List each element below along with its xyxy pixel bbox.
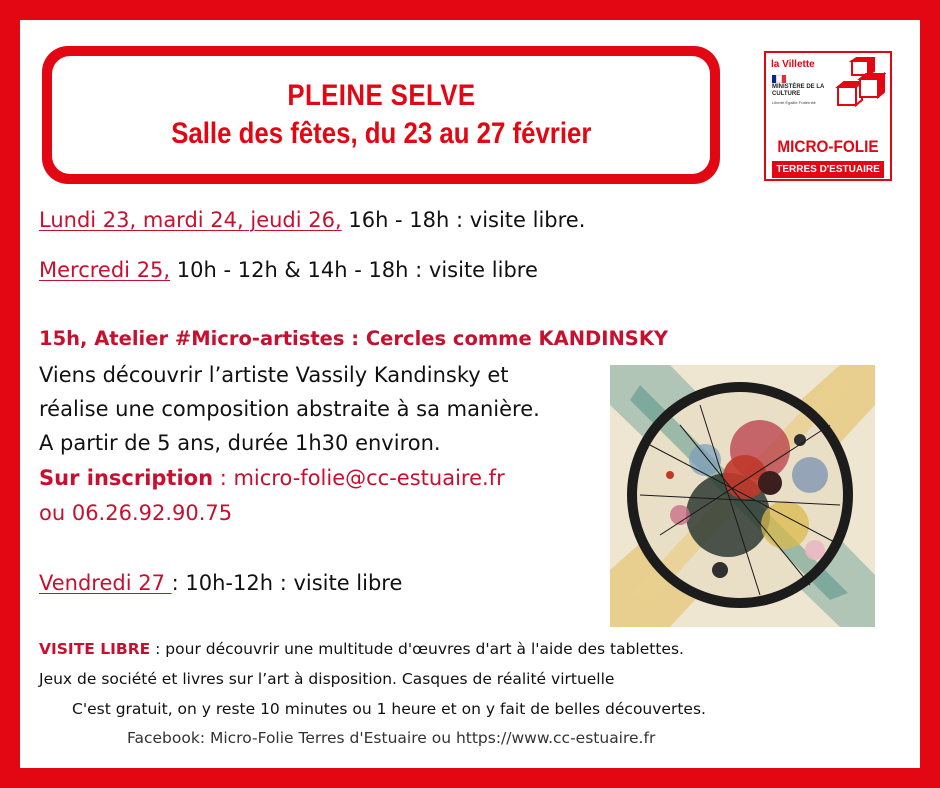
kandinsky-painting	[610, 365, 875, 627]
schedule-line-2	[39, 258, 538, 282]
workshop-desc-3: A partir de 5 ans, durée 1h30 environ.	[39, 431, 441, 455]
header-title: PLEINE SELVE	[286, 79, 476, 112]
inscription-label: Sur inscription	[39, 466, 214, 490]
cubes-icon	[830, 57, 886, 109]
footer-line-2: Jeux de société et livres sur l’art à disposition. Casques de réalité virtuelle	[39, 670, 615, 688]
hours-3: : 10h-12h : visite libre	[171, 571, 403, 595]
visite-libre-text: : pour découvrir une multitude d'œuvres d'art à l'aide des tablettes.	[150, 640, 684, 658]
days-vendredi: Vendredi 27	[39, 571, 172, 595]
schedule-line-1	[39, 208, 585, 232]
poster	[20, 20, 920, 768]
logo-terres-estuaire: TERRES D'ESTUAIRE	[772, 161, 884, 178]
french-flag-icon	[772, 75, 786, 83]
hours-2: 10h - 12h & 14h - 18h : visite libre	[170, 258, 538, 282]
inscription-line	[39, 466, 505, 490]
inscription-phone: ou 06.26.92.90.75	[39, 501, 233, 525]
logo-micro-folie: MICRO-FOLIE	[777, 137, 879, 156]
workshop-desc-1: Viens découvrir l’artiste Vassily Kandinsky et	[39, 363, 509, 387]
workshop-title: 15h, Atelier #Micro-artistes : Cercles comme KANDINSKY	[39, 327, 669, 350]
footer-line-4: Facebook: Micro-Folie Terres d'Estuaire ou https://www.cc-estuaire.fr	[127, 729, 656, 747]
days-lundi-mardi-jeudi: Lundi 23, mardi 24, jeudi 26,	[39, 208, 342, 232]
la-villette-logo-text: la Villette	[771, 59, 815, 70]
header-banner	[42, 46, 720, 184]
motto-text: Liberté Égalité Fraternité	[772, 100, 816, 105]
inscription-email[interactable]: : micro-folie@cc-estuaire.fr	[213, 466, 505, 490]
ministere-text: MINISTÈRE DE LA CULTURE	[772, 84, 825, 97]
visite-libre-label: VISITE LIBRE	[39, 640, 151, 658]
schedule-line-3	[39, 571, 402, 595]
micro-folie-logo	[764, 51, 892, 181]
hours-1: 16h - 18h : visite libre.	[341, 208, 586, 232]
header-subtitle: Salle des fêtes, du 23 au 27 février	[170, 117, 592, 150]
footer-visite-libre	[39, 640, 684, 658]
footer-line-3: C'est gratuit, on y reste 10 minutes ou 1 heure et on y fait de belles découvertes.	[72, 700, 706, 718]
kandinsky-circles-image	[610, 365, 875, 627]
workshop-desc-2: réalise une composition abstraite à sa manière.	[39, 397, 540, 421]
days-mercredi: Mercredi 25,	[39, 258, 171, 282]
